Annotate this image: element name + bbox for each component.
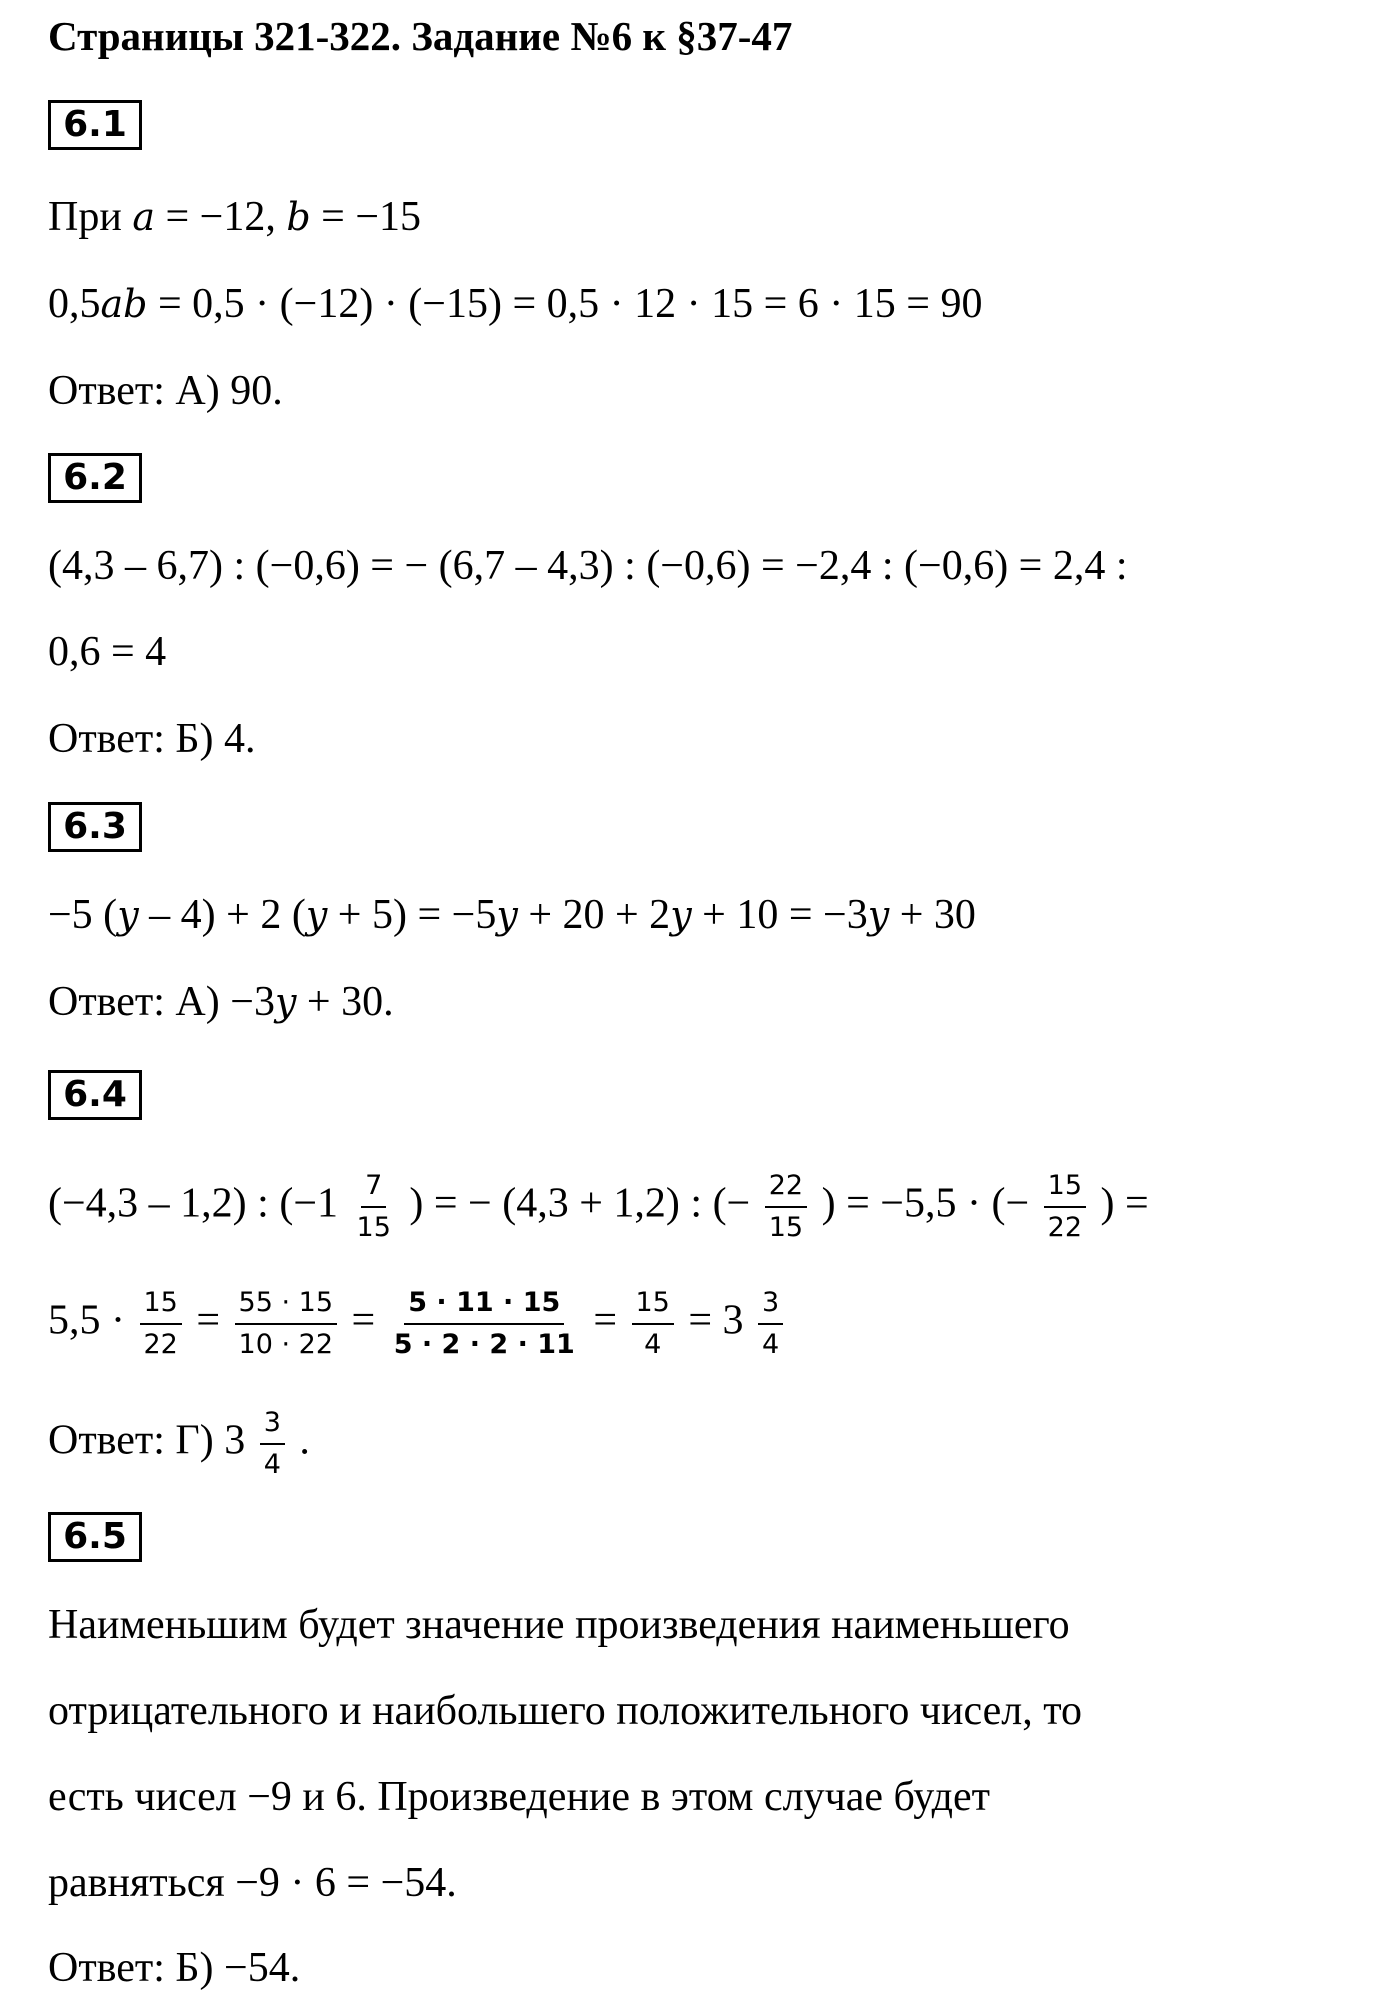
text: . [288,1417,310,1464]
fraction [140,1287,182,1361]
task-6-1-condition [48,192,421,242]
variable-y: y [496,893,518,937]
task-6-1-answer: Ответ: А) 90. [48,368,283,414]
text: + 30. [296,979,394,1025]
fraction [235,1287,337,1361]
task-label-6-1: 6.1 [48,100,142,150]
text: + 5) = −5 [327,892,497,938]
task-label-6-2: 6.2 [48,453,142,503]
variable-b: b [286,195,311,239]
text: −5 ( [48,892,118,938]
text: = 0,5 · (−12) · (−15) = 0,5 · 12 · 15 = 6 · 15 = 90 [147,281,983,327]
text: = −15 [310,194,422,240]
fraction-denominator: 15 [768,1212,804,1243]
text: + 30 [889,892,976,938]
text: = −12, [154,194,287,240]
variable-y: y [670,893,692,937]
fraction-denominator: 22 [1047,1212,1082,1243]
task-6-4-solution-line1 [48,1170,1149,1244]
fraction-reduced [390,1287,579,1361]
fraction-denominator: 5 · 2 · 2 · 11 [393,1329,575,1360]
text: При [48,194,133,240]
text: (−4,3 – 1,2) : (−1 [48,1180,349,1227]
fraction-numerator: 7 [361,1170,386,1208]
task-6-3-solution [48,890,976,940]
fraction-numerator: 3 [260,1407,285,1445]
variable-y: y [117,893,139,937]
page-title: Страницы 321-322. Задание №6 к §37-47 [48,13,793,59]
task-6-4-solution-line2 [48,1287,787,1361]
fraction-denominator: 15 [356,1212,391,1243]
fraction-denominator: 4 [644,1329,662,1360]
text: ) = − (4,3 + 1,2) : (− [398,1180,761,1227]
text: = 3 [677,1297,755,1344]
task-6-3-answer [48,977,394,1027]
equals: = [185,1297,231,1344]
equals: = [582,1297,628,1344]
text: + 10 = −3 [691,892,868,938]
fraction [1044,1170,1086,1244]
text: – 4) + 2 ( [138,892,306,938]
fraction-numerator: 15 [1044,1170,1086,1208]
task-6-1-solution [48,279,982,329]
task-label-6-5: 6.5 [48,1512,142,1562]
fraction [765,1170,807,1244]
text: ) = [1090,1180,1149,1227]
task-6-5-text-line4: равняться −9 · 6 = −54. [48,1860,457,1906]
task-6-2-solution-line1: (4,3 – 6,7) : (−0,6) = − (6,7 – 4,3) : (−0,6) = −2,4 : (−0,6) = 2,4 : [48,543,1128,589]
text: 5,5 · [48,1297,136,1344]
fraction-denominator: 10 · 22 [238,1329,334,1360]
text: ) = −5,5 · (− [811,1180,1040,1227]
fraction-denominator: 22 [143,1329,178,1360]
task-label-6-4: 6.4 [48,1070,142,1120]
fraction [353,1170,395,1244]
text: Ответ: Г) 3 [48,1417,256,1464]
fraction-denominator: 4 [762,1329,780,1360]
fraction-numerator: 15 [140,1287,182,1325]
text: Ответ: А) −3 [48,979,275,1025]
variable-ab: ab [100,282,148,326]
fraction [260,1407,285,1481]
text: 0,5 [48,281,101,327]
task-6-4-answer [48,1407,310,1481]
text: + 20 + 2 [517,892,671,938]
task-6-5-text-line1: Наименьшим будет значение произведения наименьшего [48,1602,1070,1648]
fraction-numerator: 3 [758,1287,783,1325]
fraction-numerator: 5 · 11 · 15 [404,1287,564,1325]
fraction-denominator: 4 [263,1449,281,1480]
variable-y: y [274,980,297,1024]
task-6-5-text-line2: отрицательного и наибольшего положительного чисел, то [48,1688,1083,1734]
fraction [632,1287,674,1361]
task-label-6-3: 6.3 [48,802,142,852]
task-6-2-solution-line2: 0,6 = 4 [48,629,167,675]
fraction-numerator: 22 [765,1170,807,1208]
task-6-5-answer: Ответ: Б) −54. [48,1945,301,1991]
variable-a: a [132,195,155,239]
task-6-2-answer: Ответ: Б) 4. [48,716,256,762]
variable-y: y [305,893,328,937]
fraction-numerator: 55 · 15 [235,1287,337,1325]
fraction [758,1287,783,1361]
equals: = [341,1297,386,1344]
variable-y: y [867,893,890,937]
task-6-5-text-line3: есть чисел −9 и 6. Произведение в этом случае будет [48,1774,990,1820]
fraction-numerator: 15 [632,1287,674,1325]
